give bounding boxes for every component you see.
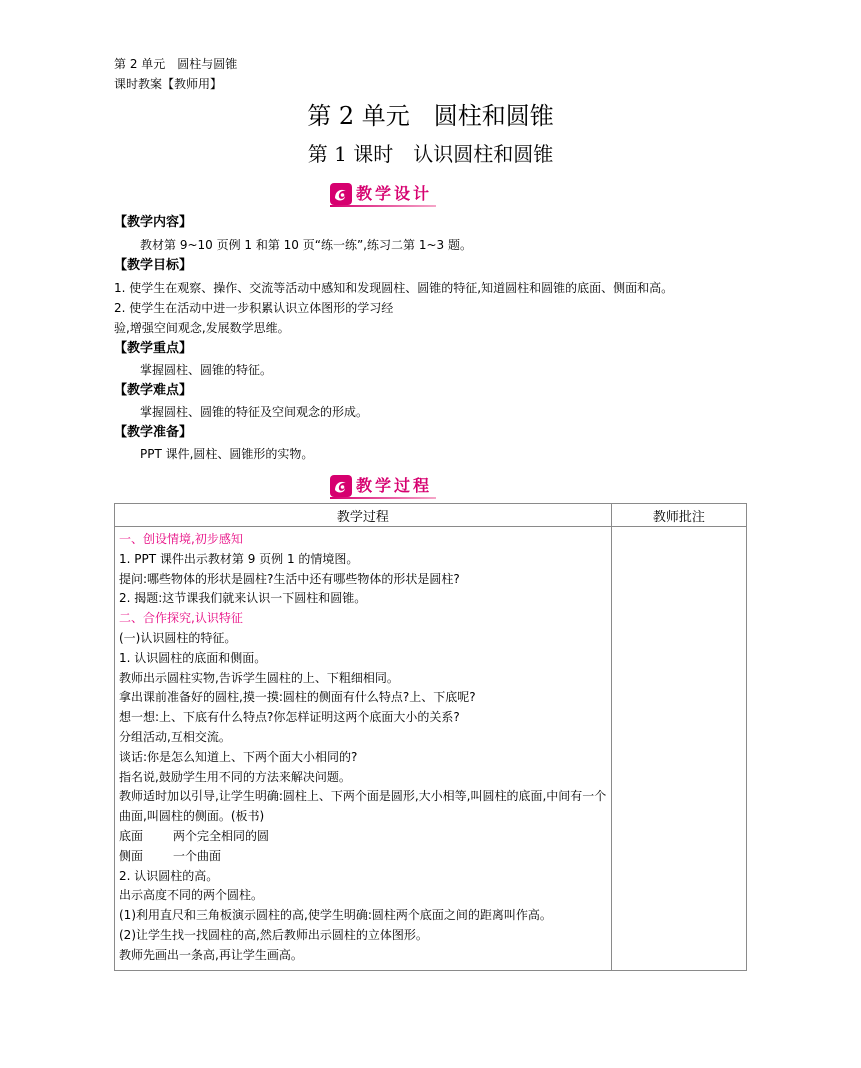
process-banner-text: 教学过程: [356, 476, 433, 495]
header-process: 教学过程: [115, 504, 612, 527]
text-line: 提问:哪些物体的形状是圆柱?生活中还有哪些物体的形状是圆柱?: [119, 571, 460, 586]
board-desc: 两个完全相同的圆: [173, 828, 270, 843]
goal-item-1: 1. 使学生在观察、操作、交流等活动中感知和发现圆柱、圆锥的特征,知道圆柱和圆锥的底面、侧面和高。: [114, 281, 674, 295]
unit-title: 第 2 单元 圆柱和圆锥: [307, 102, 554, 130]
preparation-heading: 【教学准备】: [114, 425, 193, 440]
swirl-logo-icon: [330, 475, 352, 497]
text-line: (1)利用直尺和三角板演示圆柱的高,使学生明确:圆柱两个底面之间的距离叫作高。: [119, 908, 552, 923]
table-row: [115, 527, 747, 971]
text-line: 拿出课前准备好的圆柱,摸一摸:圆柱的侧面有什么特点?上、下底呢?: [119, 690, 476, 705]
text-line: 教师出示圆柱实物,告诉学生圆柱的上、下粗细相同。: [119, 670, 399, 685]
teacher-notes-cell: [611, 527, 746, 971]
swirl-logo-icon: [330, 183, 352, 205]
goal-item-2: 2. 使学生在活动中进一步积累认识立体图形的学习经: [114, 301, 394, 315]
text-paragraph: 教师适时加以引导,让学生明确:圆柱上、下两个面是圆形,大小相等,叫圆柱的底面,中间有一个曲面,叫圆柱的侧面。(板书): [119, 789, 607, 824]
running-header-unit: 第 2 单元 圆柱与圆锥: [114, 57, 238, 71]
content-text: 教材第 9~10 页例 1 和第 10 页“练一练”,练习二第 1~3 题。: [140, 238, 472, 252]
difficulties-text: 掌握圆柱、圆锥的特征及空间观念的形成。: [140, 405, 369, 419]
preparation-text: PPT 课件,圆柱、圆锥形的实物。: [140, 447, 314, 461]
goals-heading: 【教学目标】: [114, 258, 193, 273]
text-line: 1. 认识圆柱的底面和侧面。: [119, 650, 267, 665]
process-banner-underline: [330, 497, 436, 499]
header-teacher-notes: 教师批注: [611, 504, 746, 527]
text-line: 想一想:上、下底有什么特点?你怎样证明这两个底面大小的关系?: [119, 710, 460, 725]
process-banner: [330, 473, 432, 499]
text-line: 分组活动,互相交流。: [119, 729, 231, 744]
design-banner-underline: [330, 205, 436, 207]
text-line: 指名说,鼓励学生用不同的方法来解决问题。: [119, 769, 351, 784]
stage-heading: 一、创设情境,初步感知: [119, 532, 243, 546]
difficulties-heading: 【教学难点】: [114, 383, 193, 398]
board-row-bottom: [119, 827, 607, 847]
lesson-title: 第 1 课时 认识圆柱和圆锥: [307, 142, 554, 166]
process-table: [114, 503, 747, 971]
board-desc: 一个曲面: [173, 848, 222, 863]
table-header-row: [115, 504, 747, 527]
process-cell: [115, 527, 612, 971]
text-line: 出示高度不同的两个圆柱。: [119, 888, 264, 903]
board-term: 侧面: [119, 848, 144, 863]
text-line: (2)让学生找一找圆柱的高,然后教师出示圆柱的立体图形。: [119, 927, 428, 942]
goal-item-2-cont: 验,增强空间观念,发展数学思维。: [114, 321, 290, 335]
running-header-type: 课时教案【教师用】: [114, 77, 223, 91]
content-heading: 【教学内容】: [114, 215, 193, 230]
text-line: (一)认识圆柱的特征。: [119, 630, 237, 645]
key-points-text: 掌握圆柱、圆锥的特征。: [140, 363, 273, 377]
design-banner: [330, 181, 432, 207]
text-line: 1. PPT 课件出示教材第 9 页例 1 的情境图。: [119, 551, 359, 566]
key-points-heading: 【教学重点】: [114, 341, 193, 356]
text-line: 教师先画出一条高,再让学生画高。: [119, 947, 303, 962]
text-line: 2. 揭题:这节课我们就来认识一下圆柱和圆锥。: [119, 591, 367, 606]
text-line: 谈话:你是怎么知道上、下两个面大小相同的?: [119, 749, 358, 764]
stage-heading: 二、合作探究,认识特征: [119, 611, 243, 626]
board-term: 底面: [119, 828, 144, 843]
design-banner-text: 教学设计: [356, 184, 433, 203]
board-row-side: [119, 847, 607, 867]
text-line: 2. 认识圆柱的高。: [119, 868, 219, 883]
